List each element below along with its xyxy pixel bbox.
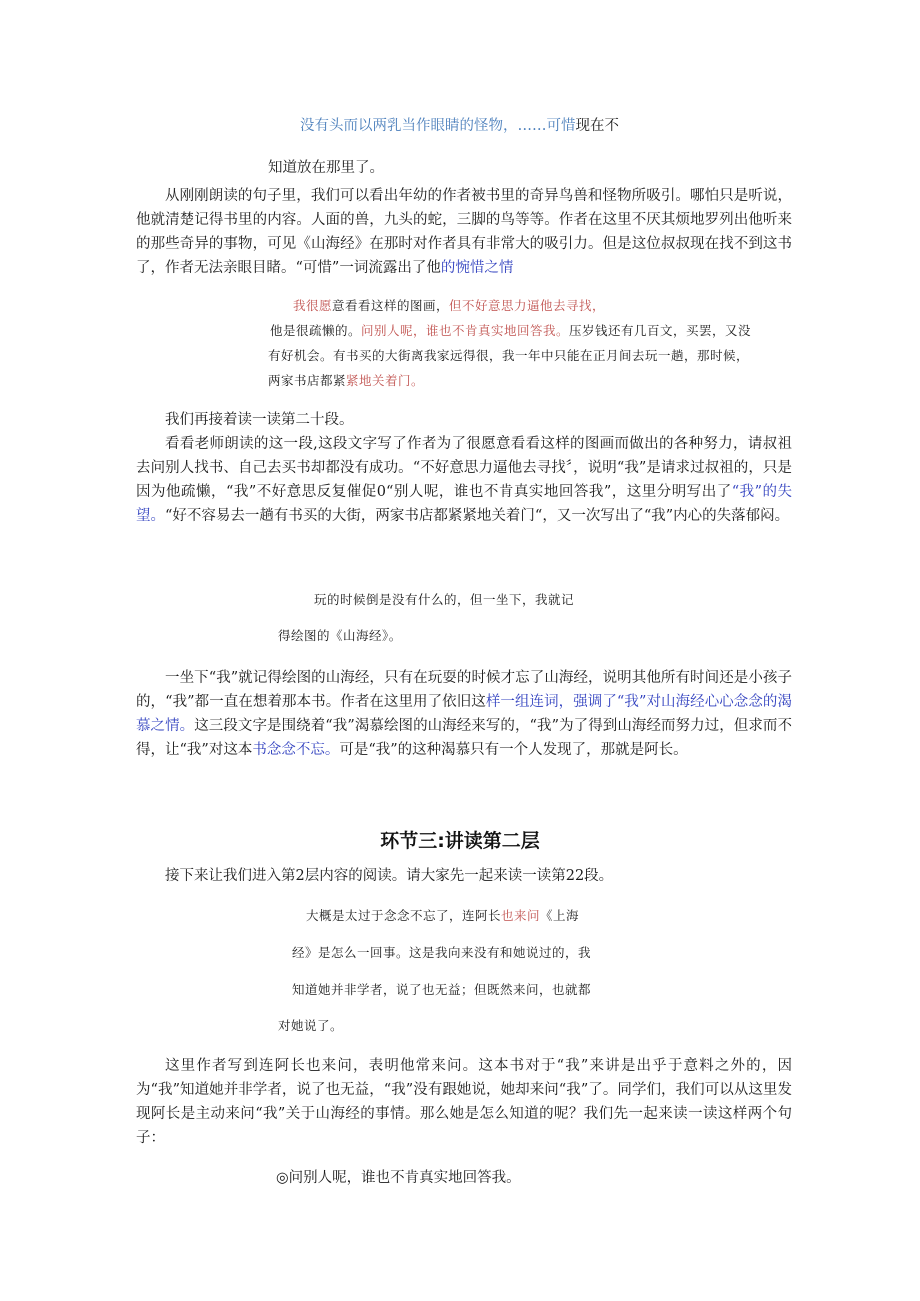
quote-line bbox=[268, 371, 424, 391]
paragraph bbox=[136, 666, 792, 762]
section-heading: 环节三:讲读第二层 bbox=[380, 830, 540, 852]
quote-line: ◎问别人呢，谁也不肯真实地回答我。 bbox=[276, 1170, 521, 1186]
quote-line: 知道放在那里了。 bbox=[268, 160, 384, 176]
paragraph-text: 从刚刚朗读的句子里，我们可以看出年幼的作者被书里的奇异鸟兽和怪物所吸引。哪怕只是听说，他就清楚记得书里的内容。人面的兽，九头的蛇，三脚的鸟等等。作者在这里不厌其烦地罗列出他听来的那些奇异的事物，可见《山海经》在那时对作者具有非常大的吸引力。但是这位叔叔现在找不到这书了，作者无法亲眼目睹。“可惜”一词流露出了他 bbox=[136, 188, 792, 276]
quote-line: 对她说了。 bbox=[278, 1018, 344, 1033]
quote-text: 意看看这样的图画， bbox=[332, 298, 450, 313]
paragraph-text: 一坐下“我”就记得绘图的山海经，只有在玩耍的时候才忘了山海经，说明其他所有时间还是小孩子的，“我”都一直在想着那本书。作者在这里用了依旧这 bbox=[136, 670, 792, 710]
paragraph: 接下来让我们进入第2层内容的阅读。请大家先一起来读一读第22段。 bbox=[165, 868, 614, 884]
quote-text: 《上海 bbox=[540, 908, 580, 923]
paragraph bbox=[136, 432, 792, 528]
quote-line bbox=[293, 296, 605, 316]
paragraph: 我们再接着读一读第二十段。 bbox=[165, 412, 354, 428]
quote-line bbox=[268, 346, 749, 366]
quote-text: 也来问 bbox=[501, 908, 541, 923]
quote-line: 知道她并非学者，说了也无益；但既然来问，也就都 bbox=[292, 982, 592, 997]
quote-line bbox=[300, 114, 619, 138]
quote-line: 玩的时候倒是没有什么的，但一坐下，我就记 bbox=[314, 592, 575, 607]
quote-line bbox=[270, 321, 751, 341]
quote-line bbox=[306, 906, 579, 926]
quote-text: 现在不 bbox=[575, 118, 619, 134]
quote-text: 两家书店都紧 bbox=[268, 373, 347, 388]
quote-text: 有好机会。有书买的大街离我家远得很，我一年中只能在正月间去玩一趟，那时候， bbox=[268, 348, 750, 363]
quote-text: 但不好意思力逼他去寻找， bbox=[449, 298, 606, 313]
highlight-text: “我”的失望。 bbox=[136, 484, 793, 524]
quote-text-ellipsis: ……可惜 bbox=[517, 118, 576, 134]
paragraph-text: 这三段文字是围绕着“我”渴慕绘图的山海经来写的，“我”为了得到山海经而努力过，但求而不得，让“我”对这本 bbox=[136, 718, 792, 758]
quote-text: 他是很疏懒的。 bbox=[270, 323, 362, 338]
quote-text: 我很愿 bbox=[293, 298, 333, 313]
quote-line: 得绘图的《山海经》。 bbox=[278, 628, 402, 643]
paragraph: 这里作者写到连阿长也来问，表明他常来问。这本书对于“我”来讲是出乎于意料之外的，因为“我”知道她并非学者，说了也无益，“我”没有跟她说，她却来问“我”了。同学们，我们可以从这里发现阿长是主动来问“我”关于山海经的事情。那么她是怎么知道的呢？我们先一起来读一读这样两个句子： bbox=[136, 1058, 792, 1146]
quote-line: 经》是怎么一回事。这是我向来没有和她说过的，我 bbox=[292, 945, 592, 960]
paragraph-text: 看看老师朗读的这一段,这段文字写了作者为了很愿意看看这样的图画而做出的各种努力，请叔祖去问别人找书、自己去买书却都没有成功。“不好意思力逼他去寻找〞，说明“我”是请求过叔祖的，只是因为他疏懒，“我”不好意思反复催促0“别人呢，谁也不肯真实地回答我”，这里分明写出了 bbox=[136, 436, 792, 500]
paragraph-text: 可是“我”的这种渴慕只有一个人发现了，那就是阿长。 bbox=[339, 742, 688, 758]
quote-text: 紧地关着门。 bbox=[346, 373, 425, 388]
quote-text: 问别人呢，谁也不肯真实地回答我。 bbox=[361, 323, 570, 338]
paragraph-text: “好不容易去一趟有书买的大街，两家书店都紧紧地关着门“，又一次写出了“我”内心的失落郁闷。 bbox=[165, 508, 790, 524]
quote-text: 大概是太过于念念不忘了，连阿长 bbox=[306, 908, 502, 923]
highlight-text: 书念念不忘。 bbox=[252, 742, 340, 758]
highlight-text: 的惋惜之情 bbox=[440, 260, 514, 276]
quote-text: 没有头而以两乳当作眼睛的怪物， bbox=[300, 118, 518, 134]
highlight-text: 样一组连词，强调了“我”对山海经心心念念的渴慕之情。 bbox=[136, 694, 792, 734]
quote-text: 压岁钱还有几百文，买罢，又没 bbox=[569, 323, 752, 338]
paragraph bbox=[136, 184, 792, 280]
